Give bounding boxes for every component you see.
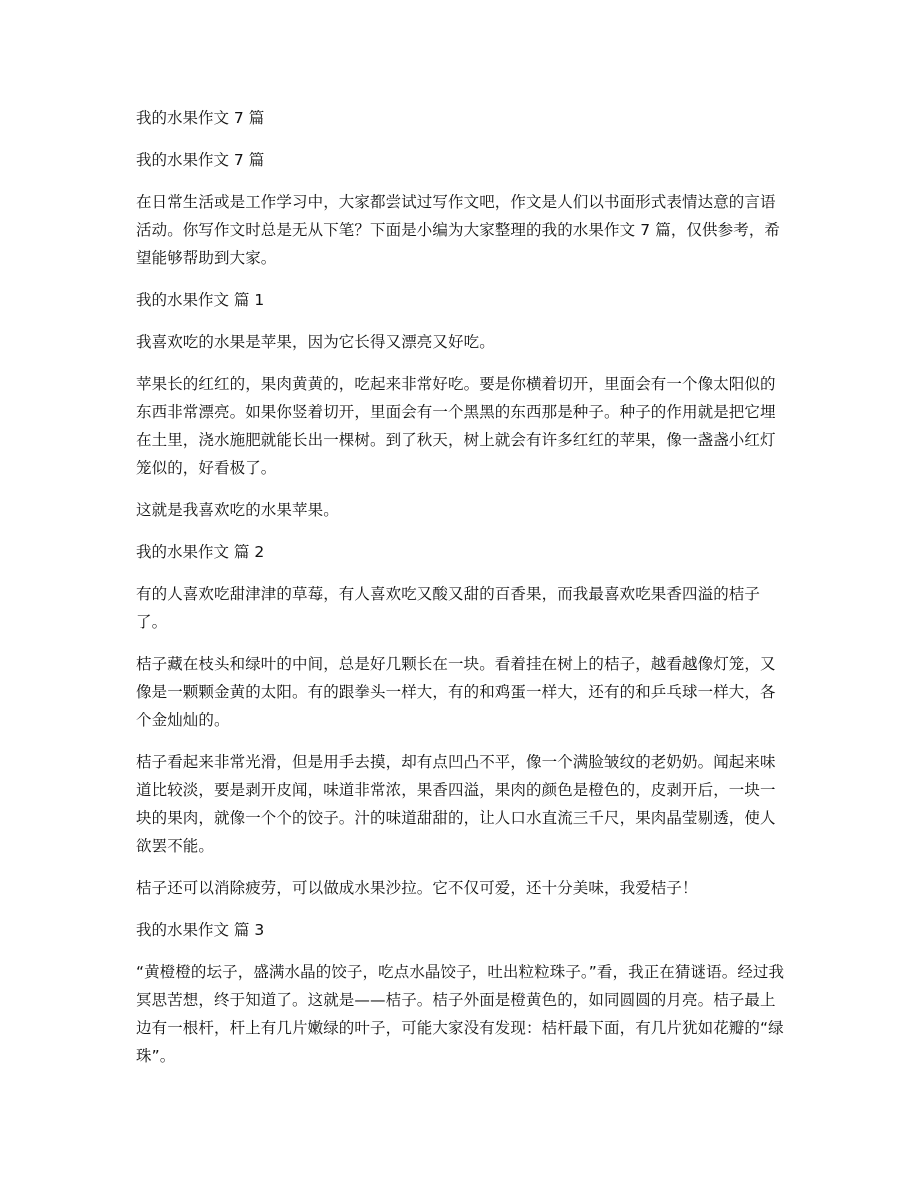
document-subtitle: 我的水果作文 7 篇	[136, 151, 265, 169]
section-heading-3: 我的水果作文 篇 3	[136, 921, 265, 939]
section-1-paragraph-2: 苹果长的红红的，果肉黄黄的，吃起来非常好吃。要是你横着切开，里面会有一个像太阳似的东西非常漂亮。如果你竖着切开，里面会有一个黑黑的东西那是种子。种子的作用就是把它埋在土里，浇水施肥就能长出一棵树。到了秋天，树上就会有许多红红的苹果，像一盏盏小红灯笼似的，好看极了。	[136, 375, 776, 477]
section-3-paragraph-1: “黄橙橙的坛子，盛满水晶的饺子，吃点水晶饺子，吐出粒粒珠子。”看，我正在猜谜语。经过我冥思苦想，终于知道了。这就是——桔子。桔子外面是橙黄色的，如同圆圆的月亮。桔子最上边有一根杆，杆上有几片嫩绿的叶子，可能大家没有发现：桔杆最下面，有几片犹如花瓣的“绿珠”。	[136, 963, 785, 1065]
section-1-paragraph-1: 我喜欢吃的水果是苹果，因为它长得又漂亮又好吃。	[136, 333, 495, 351]
section-heading-1: 我的水果作文 篇 1	[136, 291, 265, 309]
section-1-paragraph-3: 这就是我喜欢吃的水果苹果。	[136, 501, 339, 519]
section-2-paragraph-4: 桔子还可以消除疲劳，可以做成水果沙拉。它不仅可爱，还十分美味，我爱桔子！	[136, 879, 698, 897]
document-page	[136, 104, 786, 1084]
section-2-paragraph-1: 有的人喜欢吃甜津津的草莓，有人喜欢吃又酸又甜的百香果，而我最喜欢吃果香四溢的桔子了。	[136, 585, 761, 631]
section-heading-2: 我的水果作文 篇 2	[136, 543, 265, 561]
section-2-paragraph-2: 桔子藏在枝头和绿叶的中间，总是好几颗长在一块。看着挂在树上的桔子，越看越像灯笼，又像是一颗颗金黄的太阳。有的跟拳头一样大，有的和鸡蛋一样大，还有的和乒乓球一样大，各个金灿灿的。	[136, 655, 776, 729]
intro-paragraph: 在日常生活或是工作学习中，大家都尝试过写作文吧，作文是人们以书面形式表情达意的言语活动。你写作文时总是无从下笔？下面是小编为大家整理的我的水果作文 7 篇，仅供参考，希望能够帮助到大家。	[136, 193, 781, 267]
document-title: 我的水果作文 7 篇	[136, 109, 265, 127]
section-2-paragraph-3: 桔子看起来非常光滑，但是用手去摸，却有点凹凸不平，像一个满脸皱纹的老奶奶。闻起来味道比较淡，要是剥开皮闻，味道非常浓，果香四溢，果肉的颜色是橙色的，皮剥开后，一块一块的果肉，就像一个个的饺子。汁的味道甜甜的，让人口水直流三千尺，果肉晶莹剔透，使人欲罢不能。	[136, 753, 776, 855]
